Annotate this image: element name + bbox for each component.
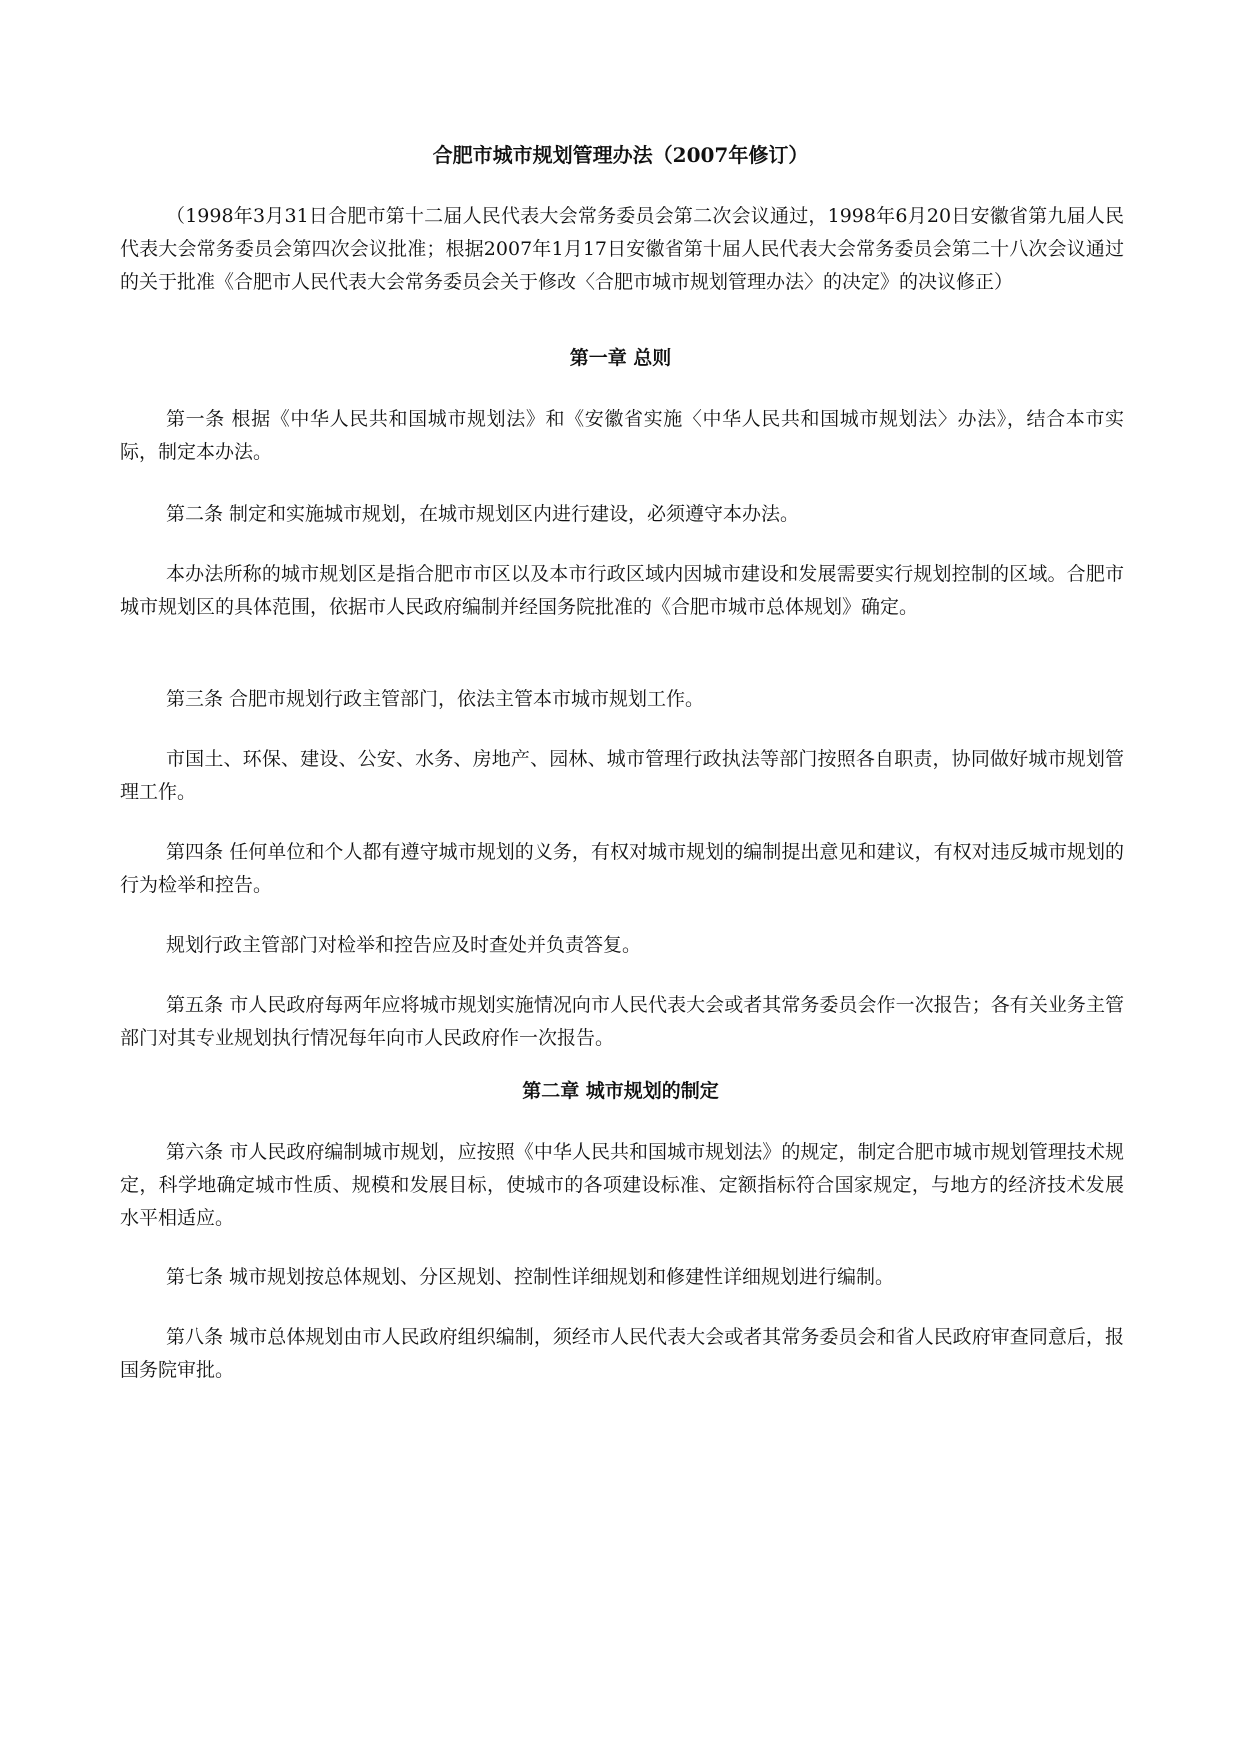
- document-title: 合肥市城市规划管理办法（2007年修订）: [432, 143, 809, 167]
- article-6: 第六条 市人民政府编制城市规划，应按照《中华人民共和国城市规划法》的规定，制定合肥市城市规划管理技术规定，科学地确定城市性质、规模和发展目标，使城市的各项建设标准、定额指标符合国家规定，与地方的经济技术发展水平相适应。: [120, 1141, 1124, 1229]
- article-2: 第二条 制定和实施城市规划，在城市规划区内进行建设，必须遵守本办法。: [166, 503, 800, 525]
- article-4: 第四条 任何单位和个人都有遵守城市规划的义务，有权对城市规划的编制提出意见和建议，有权对违反城市规划的行为检举和控告。: [120, 841, 1124, 896]
- article-3: 第三条 合肥市规划行政主管部门，依法主管本市城市规划工作。: [166, 688, 705, 710]
- chapter-heading: 第一章 总则: [569, 347, 672, 369]
- article-3-paragraph: 市国土、环保、建设、公安、水务、房地产、园林、城市管理行政执法等部门按照各自职责，协同做好城市规划管理工作。: [120, 748, 1124, 803]
- chapter-heading: 第二章 城市规划的制定: [522, 1080, 719, 1102]
- article-7: 第七条 城市规划按总体规划、分区规划、控制性详细规划和修建性详细规划进行编制。: [166, 1266, 895, 1288]
- article-1: 第一条 根据《中华人民共和国城市规划法》和《安徽省实施〈中华人民共和国城市规划法〉办法》，结合本市实际，制定本办法。: [120, 408, 1124, 463]
- preamble: （1998年3月31日合肥市第十二届人民代表大会常务委员会第二次会议通过，1998年6月20日安徽省第九届人民代表大会常务委员会第四次会议批准；根据2007年1月17日安徽省第十届人民代表大会常务委员会第二十八次会议通过的关于批准《合肥市人民代表大会常务委员会关于修改〈合肥市城市规划管理办法〉的决定》的决议修正）: [120, 205, 1124, 293]
- article-8: 第八条 城市总体规划由市人民政府组织编制，须经市人民代表大会或者其常务委员会和省人民政府审查同意后，报国务院审批。: [120, 1326, 1124, 1381]
- article-5: 第五条 市人民政府每两年应将城市规划实施情况向市人民代表大会或者其常务委员会作一次报告；各有关业务主管部门对其专业规划执行情况每年向市人民政府作一次报告。: [120, 994, 1124, 1049]
- article-2-paragraph: 本办法所称的城市规划区是指合肥市市区以及本市行政区域内因城市建设和发展需要实行规划控制的区域。合肥市城市规划区的具体范围，依据市人民政府编制并经国务院批准的《合肥市城市总体规划》确定。: [120, 563, 1124, 618]
- article-4-paragraph: 规划行政主管部门对检举和控告应及时查处并负责答复。: [166, 934, 642, 956]
